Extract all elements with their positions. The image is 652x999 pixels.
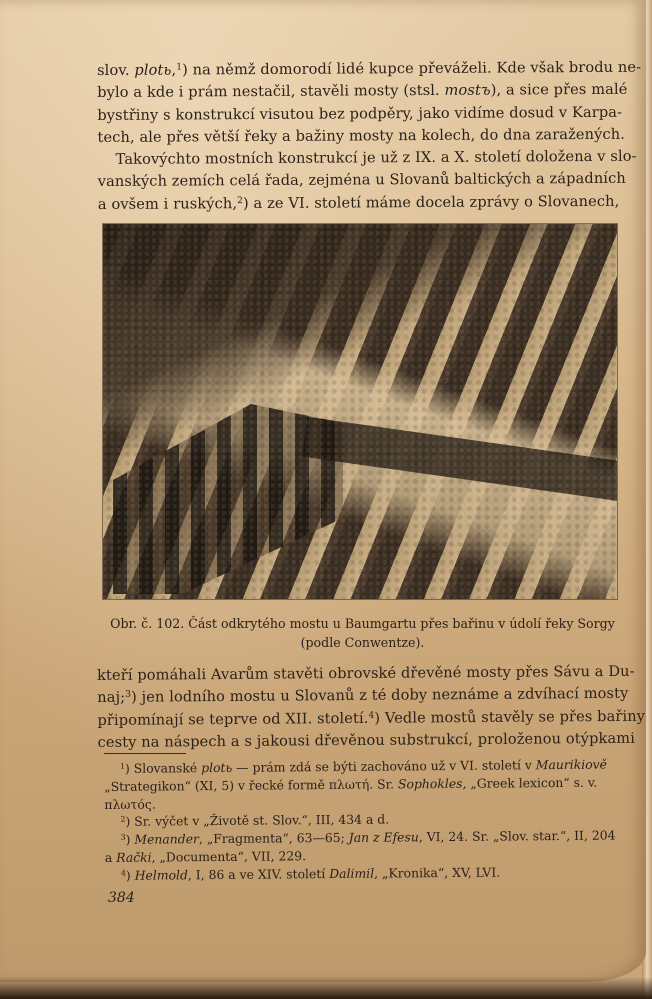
text-line: připomínají se teprve od XII. století.$^4$) Vedle mostů stavěly se přes bařiny [97, 707, 646, 729]
text-line: vanských zemích celá řada, zejména u Slovanů baltických a západních [97, 170, 626, 191]
footnote-4: $^4$) Helmold, I, 86 a ve XIV. století Dalimil, „Kronika“, XV, LVI. [120, 864, 501, 883]
figure-photo [103, 224, 617, 599]
footnote-3-cont: a Rački, „Documenta“, VII, 229. [104, 848, 307, 865]
footnote-ref-4[interactable]: 4 [368, 710, 375, 721]
footnote-ref-1[interactable]: 1 [176, 62, 183, 73]
footnote-1-cont: πλωτός. [104, 796, 156, 812]
caption-line: Obr. č. 102. Část odkrytého mostu u Baumgartu přes bařinu v údolí řeky Sorgy [110, 616, 615, 631]
photo-grain [103, 224, 617, 599]
body-text-top [97, 57, 642, 216]
term-most: mostъ [444, 81, 491, 100]
footnote-ref-2[interactable]: 2 [237, 195, 244, 206]
term-plot: plotь [134, 61, 172, 79]
footnote-3: $^3$) Menander, „Fragmenta“, 63—65; Jan z Efesu, VI, 24. Sr. „Slov. star.“, II, 204 [120, 827, 616, 848]
text-line: bylo a kde i prám nestačil, stavěli mosty (stsl. mostъ), a sice přes malé [97, 81, 628, 102]
caption-line: (podle Conwentze). [300, 635, 425, 650]
text-line: cesty na náspech a s jakousi dřevěnou substrukcí, proloženou otýpkami [97, 729, 636, 751]
text-line: naj;$^3$) jen lodního mostu u Slovanů z té doby neznáme a zdvíhací mosty [97, 685, 629, 707]
text-line: Takovýchto mostních konstrukcí je už z IX. a X. století doložena v slo- [115, 147, 637, 169]
page-number: 384 [108, 890, 135, 906]
footnote-1-cont: „Strategikon“ (XI, 5) v řecké formě πλωτή. Sr. Sophokles, „Greek lexicon“ s. v. [104, 774, 598, 794]
text-line: slov. plotь,$^1$) na němž domorodí lidé kupce převáželi. Kde však brodu ne- [97, 58, 642, 79]
text-line: kteří pomáhali Avarům stavěti obrovské dřevěné mosty přes Sávu a Du- [97, 662, 635, 684]
text-line: tech, ale přes větší řeky a bažiny mosty na kolech, do dna zaražených. [97, 125, 625, 146]
text-line: bystřiny s konstrukcí visutou bez podpěry, jako vidíme dosud v Karpa- [97, 103, 623, 124]
figure-caption [100, 614, 625, 652]
text-line: a ovšem i ruských,$^2$) a ze VI. století máme docela zprávy o Slovanech, [97, 192, 620, 213]
footnote-divider [104, 753, 186, 754]
footnote-2: $^2$) Sr. výčet v „Životě st. Slov.“, III, 434 a d. [120, 811, 390, 830]
footnote-ref-3[interactable]: 3 [125, 690, 132, 701]
body-text-bottom [97, 661, 646, 754]
binding-shadow [0, 977, 652, 999]
footnote-1: $^1$) Slovanské plotь — prám zdá se býti zachováno už v VI. století v Maurikiově [120, 756, 608, 776]
footnotes [104, 755, 625, 884]
